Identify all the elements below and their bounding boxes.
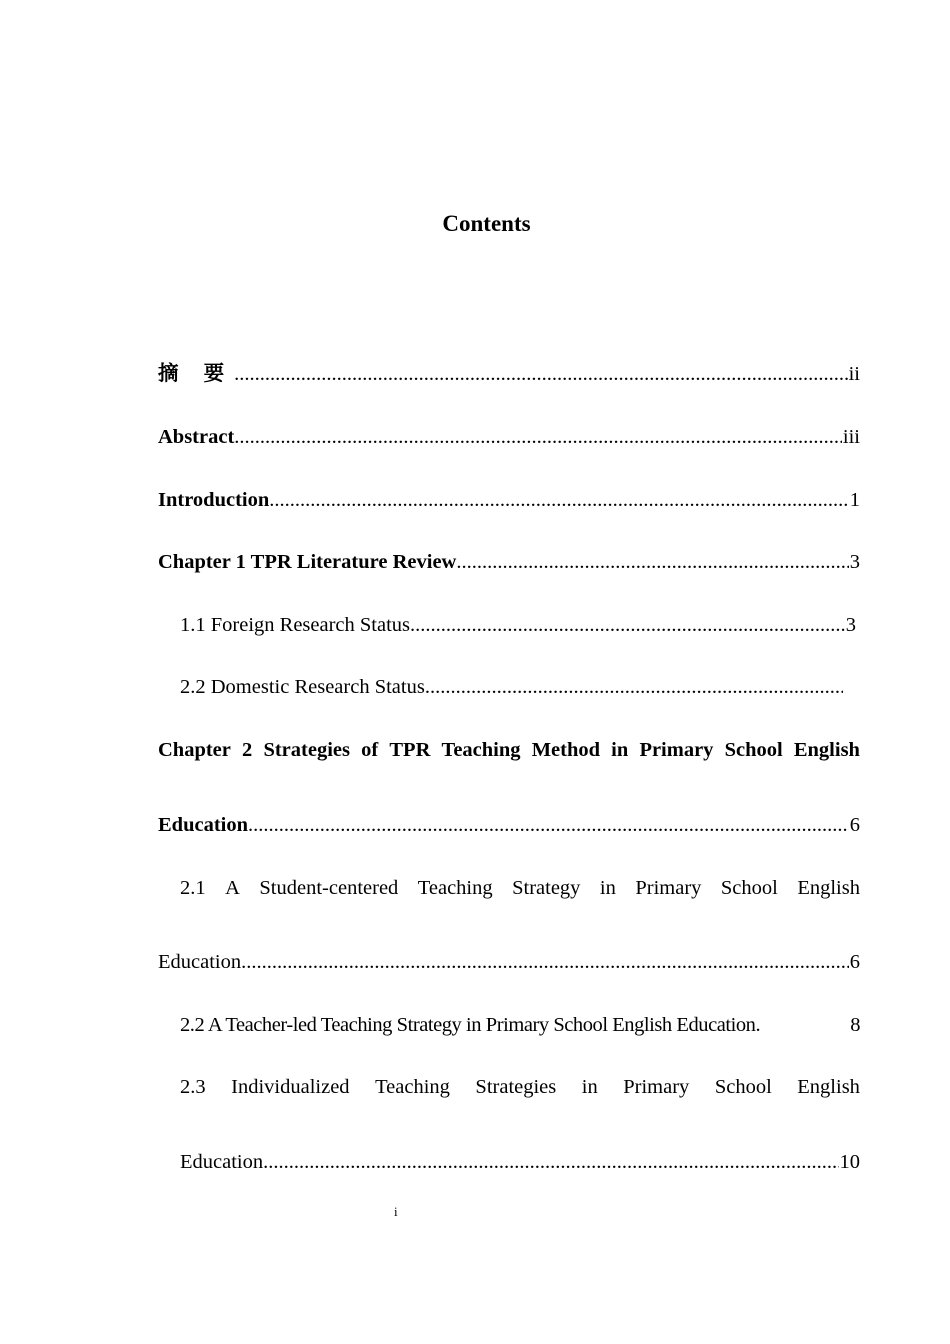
toc-page-number: ii xyxy=(848,363,860,385)
toc-entry-chapter-2-line-2[interactable] xyxy=(158,811,860,839)
toc-label: 2.2 A Teacher-led Teaching Strategy in Primary School English Education. xyxy=(180,1014,761,1036)
toc-leader-dots xyxy=(410,611,845,639)
toc-word: English xyxy=(793,739,860,761)
toc-word: Student-centered xyxy=(259,877,399,899)
toc-word: Chapter xyxy=(158,739,231,761)
footer-page-number: i xyxy=(394,1204,398,1219)
toc-word: of xyxy=(361,739,379,761)
toc-leader-dots xyxy=(269,486,848,514)
toc-label: Introduction xyxy=(158,489,270,511)
toc-leader-dots xyxy=(263,1148,838,1176)
toc-entry-chapter-2-line-1[interactable] xyxy=(158,736,860,764)
toc-leader-dots xyxy=(241,948,849,976)
toc-page-number: iii xyxy=(842,426,860,448)
toc-word: Primary xyxy=(639,739,714,761)
toc-page-number: 1 xyxy=(849,489,860,511)
toc-word: in xyxy=(599,877,616,899)
toc-word: TPR xyxy=(389,739,431,761)
toc-entry-introduction[interactable] xyxy=(158,486,860,514)
toc-word: School xyxy=(724,739,783,761)
toc-label: 摘 要 xyxy=(158,363,235,385)
toc-label: Chapter 1 TPR Literature Review xyxy=(158,551,457,573)
toc-word: Teaching xyxy=(375,1076,450,1098)
toc-entry-2-3-line-2[interactable] xyxy=(180,1148,860,1176)
toc-word: English xyxy=(797,1076,860,1098)
toc-label: 2.2 Domestic Research Status xyxy=(180,676,425,698)
toc-word: Strategies xyxy=(475,1076,557,1098)
toc-word: Primary xyxy=(635,877,702,899)
toc-entry-zhaiyao[interactable] xyxy=(158,360,860,388)
toc-word: English xyxy=(797,877,860,899)
toc-leader-dots xyxy=(248,811,849,839)
toc-entry-2-3-line-1[interactable] xyxy=(180,1073,860,1101)
toc-word: Method xyxy=(531,739,601,761)
toc-page-number: 6 xyxy=(849,814,860,836)
toc-entry-abstract[interactable] xyxy=(158,423,860,451)
toc-label: Abstract xyxy=(158,426,235,448)
toc-page-number: 6 xyxy=(849,951,860,973)
toc-entry-1-1[interactable] xyxy=(180,611,856,639)
toc-word: Teaching xyxy=(441,739,521,761)
toc-entry-chapter-1[interactable] xyxy=(158,548,860,576)
toc-word: Primary xyxy=(623,1076,690,1098)
toc-label: Education xyxy=(158,814,248,836)
toc-page-number: 10 xyxy=(839,1151,860,1173)
toc-page-number: 8 xyxy=(850,1014,860,1036)
toc-entry-2-2[interactable] xyxy=(180,1011,860,1039)
toc-word: School xyxy=(714,1076,772,1098)
toc-page-number: 3 xyxy=(845,614,856,636)
toc-word: in xyxy=(581,1076,598,1098)
toc-entry-2-1-line-1[interactable] xyxy=(180,874,860,902)
toc-word: A xyxy=(225,877,240,899)
toc-word: 2 xyxy=(242,739,253,761)
toc-entry-2-1-line-2[interactable] xyxy=(158,948,860,976)
toc-leader-dots xyxy=(425,673,843,701)
toc-label: 1.1 Foreign Research Status xyxy=(180,614,411,636)
toc-label: Education xyxy=(180,1151,264,1173)
toc-word: School xyxy=(720,877,778,899)
toc-word: Strategies xyxy=(263,739,350,761)
toc-leader-dots xyxy=(234,360,847,388)
toc-word: Teaching xyxy=(417,877,493,899)
toc-word: in xyxy=(611,739,629,761)
toc-page-number: 3 xyxy=(849,551,860,573)
toc-leader-dots xyxy=(234,423,842,451)
page-title: Contents xyxy=(442,211,531,236)
toc-word: Individualized xyxy=(231,1076,350,1098)
toc-entry-2-2-domestic[interactable] xyxy=(180,673,844,701)
toc-leader-dots xyxy=(456,548,848,576)
toc-label: Education xyxy=(158,951,242,973)
toc-word: 2.1 xyxy=(180,877,206,899)
toc-word: Strategy xyxy=(512,877,581,899)
toc-word: 2.3 xyxy=(180,1076,206,1098)
